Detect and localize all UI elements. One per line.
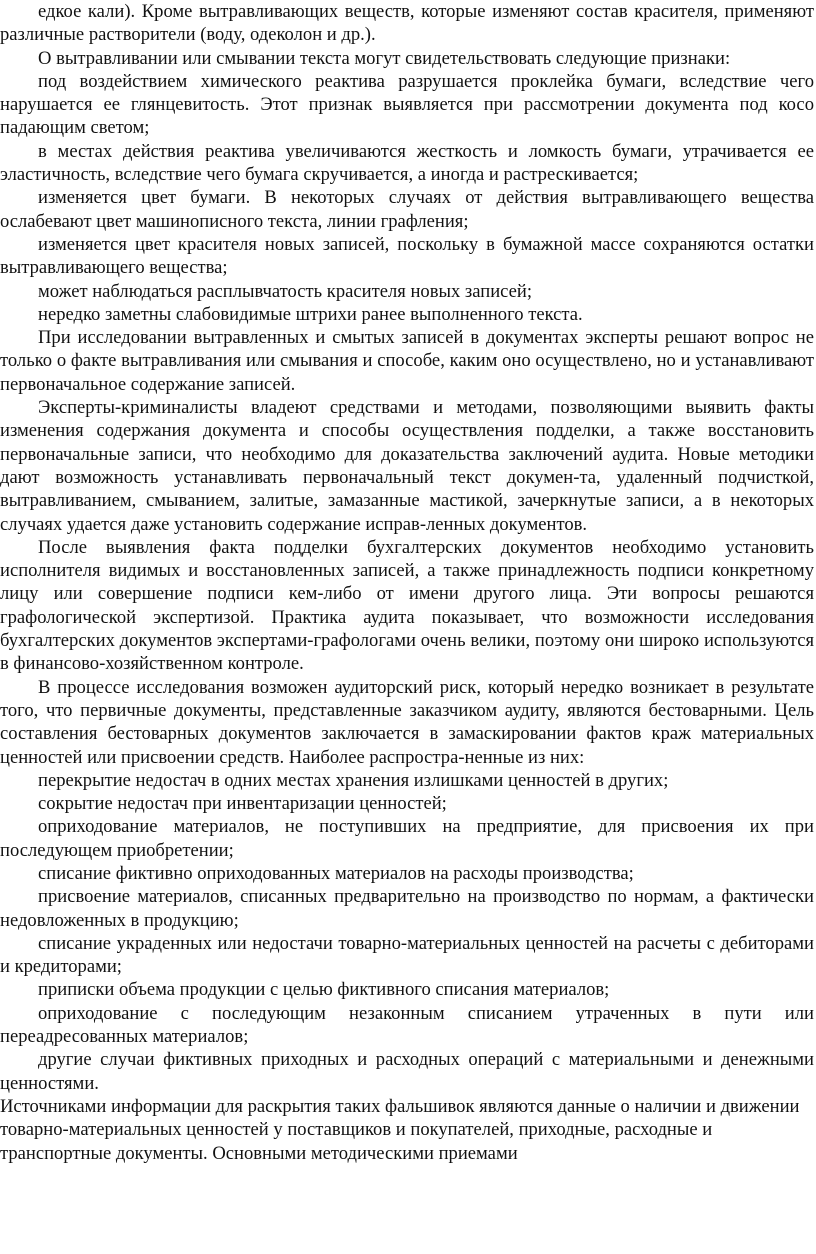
list-item-8: оприходование с последующим незаконным списанием утраченных в пути или переадресованных материалов;: [0, 1002, 814, 1048]
list-item-6: списание украденных или недостачи товарно-материальных ценностей на расчеты с дебиторами и кредиторами;: [0, 932, 814, 978]
paragraph-6: изменяется цвет красителя новых записей, поскольку в бумажной массе сохраняются остатки вытравливающего вещества;: [0, 233, 814, 279]
paragraph-5: изменяется цвет бумаги. В некоторых случаях от действия вытравливающего вещества ослабевают цвет машинописного текста, линии графления;: [0, 187, 814, 232]
list-item-9: другие случаи фиктивных приходных и расходных операций с материальными и денежными ценностями.: [0, 1049, 814, 1094]
paragraph-3: под воздействием химического реактива разрушается проклейка бумаги, вследствие чего нарушается ее глянцевитость. Этот признак выявляется при рассмотрении документа под косо падающим светом;: [0, 70, 814, 139]
list-item-4: списание фиктивно оприходованных материалов на расходы производства;: [38, 862, 634, 884]
list-item-5: присвоение материалов, списанных предварительно на производство по нормам, а фактически недовложенных в продукцию;: [0, 886, 814, 931]
paragraph-11: После выявления факта подделки бухгалтерских документов необходимо установить исполнителя видимых и восстановленных записей, а также принадлежность подписи конкретному лицу или совершение подписи кем-либо от имени другого лица. Эти вопросы решаются графологической экспертизой. Практика аудита показывает, что возможности исследования бухгалтерских документов экспертами-графологами очень велики, поэтому они широко используются в финансово-хозяйственном контроле.: [0, 536, 814, 675]
paragraph-4: в местах действия реактива увеличиваются жесткость и ломкость бумаги, утрачивается ее эластичность, вследствие чего бумага скручивается, а иногда и растрескивается;: [0, 140, 814, 186]
paragraph-1: едкое кали). Кроме вытравливающих веществ, которые изменяют состав красителя, применяют различные растворители (воду, одеколон и др.).: [0, 1, 814, 46]
list-item-2: сокрытие недостач при инвентаризации ценностей;: [38, 793, 447, 815]
list-item-3: оприходование материалов, не поступивших на предприятие, для присвоения их при последующем приобретении;: [0, 816, 814, 861]
paragraph-2: О вытравливании или смывании текста могут свидетельствовать следующие признаки:: [38, 47, 731, 69]
list-item-1: перекрытие недостач в одних местах хранения излишками ценностей в других;: [38, 769, 669, 791]
paragraph-7: может наблюдаться расплывчатость красителя новых записей;: [38, 280, 533, 302]
paragraph-10: Эксперты-криминалисты владеют средствами и методами, позволяющими выявить факты изменения содержания документа и способы осуществления подделки, а также восстановить первоначальные записи, что необходимо для доказательства заключений аудита. Новые методики дают возможность устанавливать первоначальный текст докумен-та, удаленный подчисткой, вытравливанием, смыванием, залитые, замазанные мастикой, зачеркнутые записи, а в некоторых случаях удается даже установить содержание исправ-ленных документов.: [0, 397, 814, 535]
list-item-7: приписки объема продукции с целью фиктивного списания материалов;: [38, 979, 610, 1001]
paragraph-final: Источниками информации для раскрытия таких фальшивок являются данные о наличии и движении товарно-материальных ценностей у поставщиков и покупателей, приходные, расходные и транспортные документы. Основными методическими приемами: [0, 1095, 800, 1164]
paragraph-12: В процессе исследования возможен аудиторский риск, который нередко возникает в результате того, что первичные документы, представленные заказчиком аудиту, являются бестоварными. Цель составления бестоварных документов заключается в замаскировании фактов краж материальных ценностей или присвоении средств. Наиболее распростра-ненные из них:: [0, 676, 814, 768]
paragraph-9: При исследовании вытравленных и смытых записей в документах эксперты решают вопрос не только о факте вытравливания или смывания и способе, каким оно осуществлено, но и устанавливают первоначальное содержание записей.: [0, 327, 814, 395]
paragraph-8: нередко заметны слабовидимые штрихи ранее выполненного текста.: [38, 303, 583, 325]
